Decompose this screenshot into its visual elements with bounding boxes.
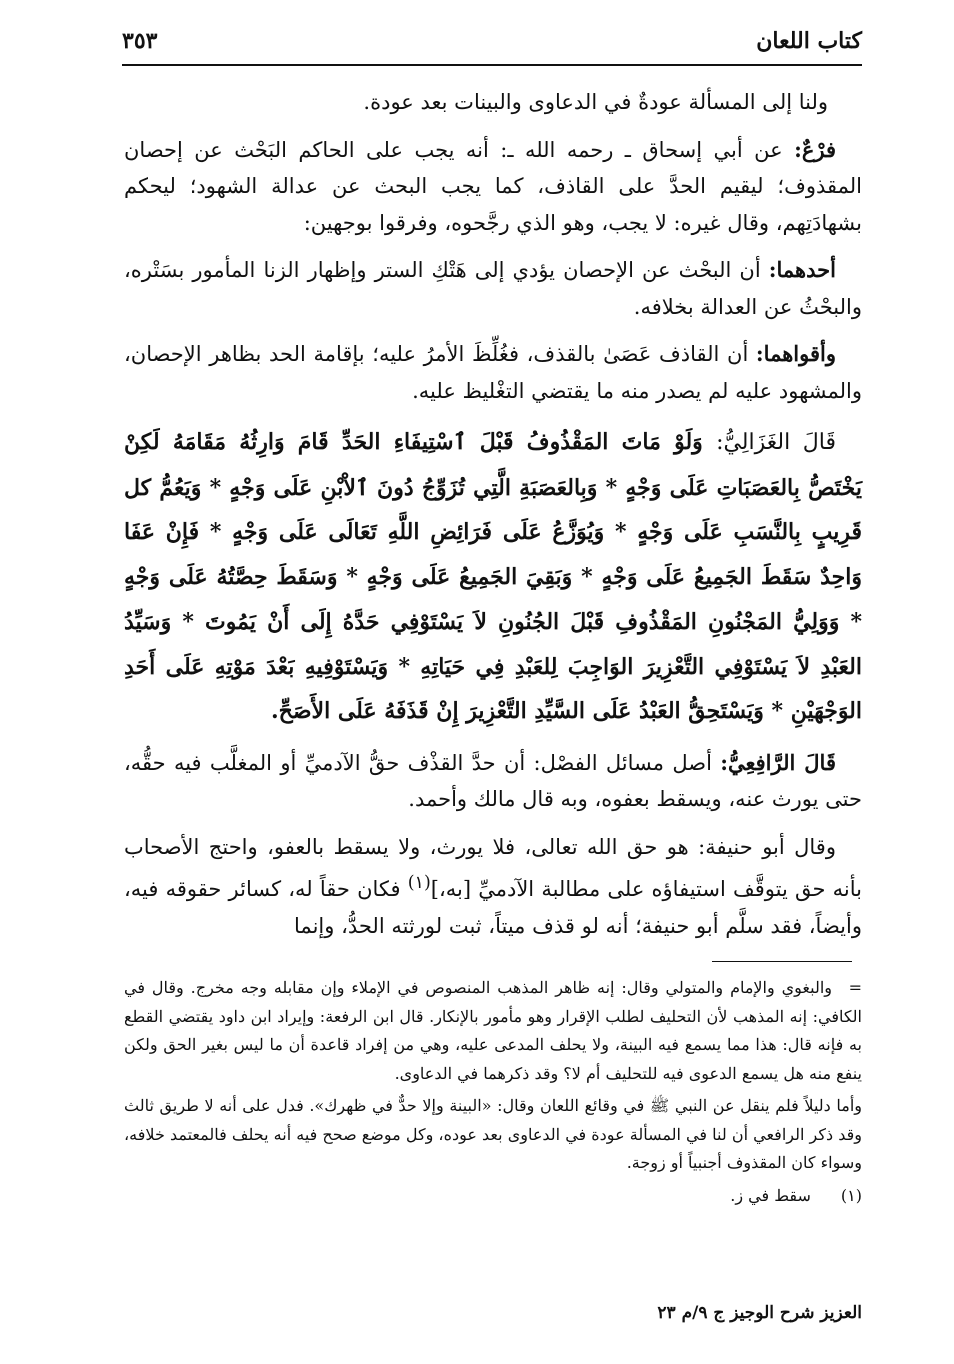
main-text bbox=[124, 84, 862, 955]
footnote-continued-1 bbox=[124, 974, 862, 1088]
footnote-1 bbox=[124, 1182, 862, 1211]
page-number: ٣٥٣ bbox=[122, 28, 158, 54]
first-reason-text: أن البحْث عن الإحصان يؤدي إلى هَتْكِ الستر وإظهار الزنا المأمور بسَتْره، والبحْثُ عن العدالة بخلافه. bbox=[124, 258, 862, 319]
abu-hanifa-text-b: فكان حقاً له، كسائر حقوقه فيه، وأيضاً، فقد سلَّم أبو حنيفة؛ أنه لو قذف ميتاً، ثبت لورثته الحدُّ، وإنما bbox=[124, 877, 862, 938]
footnotes bbox=[124, 974, 862, 1214]
continuation-marker: = bbox=[848, 978, 862, 997]
footnote-continued-2 bbox=[124, 1092, 862, 1178]
footnote-1-number: (١) bbox=[840, 1185, 862, 1205]
rafii-heading: قَالَ الرَّافِعِيُّ: bbox=[720, 749, 836, 775]
ghazali-text: وَلَوْ مَاتَ المَقْذُوفُ قَبْلَ ٱسْتِيفَاءِ الحَدِّ قَامَ وَارِثُهُ مَقَامَهُ لَكِنْ يَخْتَصُّ بِالعَصَبَاتِ عَلَى وَجْهٍ * وَبِالعَصَبَةِ الَّتِي تُزَوِّجُ دُونَ ٱلاْبْنِ عَلَى وَجْهٍ * وَيَعُمُّ كل قَرِيبٍ بِالنَّسَبِ عَلَى وَجْهٍ * وَيُوَزَّعُ عَلَى فَرَائِضِ اللَّهِ تَعَالَى عَلَى وَجْهٍ * فَإِنْ عَفَا وَاحِدٌ سَقَطَ الجَمِيعُ عَلَى وَجْهٍ * وَبَقِيَ الجَمِيعُ عَلَى وَجْهٍ * وَسَقَطَ حِصَّتُهُ عَلَى وَجْهٍ * وَوَلِيُّ المَجْنُونِ المَقْذُوفِ قَبْلَ الجُنُونِ لاَ يَسْتَوْفِي حَدَّهُ إِلَى أَنْ يَمُوتَ * وَسَيِّدُ العَبْدِ لاَ يَسْتَوْفِي التَّعْزِيرَ الوَاجِبَ لِلعَبْدِ فِي حَيَاتِهِ * وَيَسْتَوْفِيهِ بَعْدَ مَوْتِهِ عَلَى أَحَدِ الوَجْهَيْنِ * وَيَسْتَحِقُّ العَبْدُ عَلَى السَّيِّدِ التَّعْزِيرَ إِنْ قَذَفَهُ عَلَى الأَصَحِّ. bbox=[124, 429, 862, 725]
footnote-ref-1: (١) bbox=[407, 873, 431, 894]
paragraph-first-reason bbox=[124, 252, 862, 325]
paragraph-1: ولنا إلى المسألة عودةٌ في الدعاوى والبينات بعد عودة. bbox=[363, 90, 828, 114]
stronger-reason-text: أن القاذف عَصَىٰ بالقذف، فغُلِّظَ الأمرُ عليه؛ بإقامة الحد بظاهر الإحصان، والمشهود عليه لم يصدر منه ما يقتضي التغْليظ عليه. bbox=[124, 342, 862, 403]
stronger-reason-heading: وأقواهما: bbox=[755, 341, 836, 366]
paragraph-stronger-reason bbox=[124, 336, 862, 409]
footnote-continued-2-text: وأما دليلاً فلم ينقل عن النبي ﷺ في وقائع اللعان وقال: «البينة وإلا حدٌّ في ظهرك». فدل على أنه لا طريق ثالث وقد ذكر الرافعي أن لنا في المسألة عودة في الدعاوى بعد عوده، وكل موضع صحح فيه أنه يحلف فالمعتمد خلافه، وسواء كان المقذوف أجنبياً أو زوجة. bbox=[124, 1096, 862, 1172]
footnote-continued-1-text: والبغوي والإمام والمتولي وقال: إنه ظاهر المذهب المنصوص في الإملاء وإن مقابله وجه مخرج. وقال في الكافي: إنه المذهب لأن التحليف لطلب الإقرار وهو مأمور بالإنكار. قال ابن الرفعة: وإيراد ابن داود يقتضي القطع به فإنه قال: هذا مما يسمع فيه البينة، ولا يحلف المدعى عليه، وهي من إفراد قاعدة أن ما ليس بغير الحق ولكن ينفع منه هل يسمع الدعوى فيه للتحليف أم لا؟ وقد ذكرهما في الدعاوى. bbox=[124, 978, 862, 1083]
rafii-text: أصل مسائل الفصْل: أن حدَّ القذْف حقُّ الآدميِّ أو المغلَّب فيه حقُّه، حتى يورث عنه، ويسقط بعفوه، وبه قال مالك وأحمد. bbox=[124, 750, 862, 812]
paragraph-ghazali bbox=[124, 420, 862, 734]
footnote-rule bbox=[712, 961, 852, 962]
abu-hanifa-text-a: وقال أبو حنيفة: هو حق الله تعالى، فلا يورث، ولا يسقط بالعفو، واحتج الأصحاب بأنه حق يتوقَّف استيفاؤه على مطالبة الآدميِّ [به،] bbox=[124, 834, 863, 902]
far-heading: فرْعٌ: bbox=[794, 136, 837, 162]
running-header-title: كتاب اللعان bbox=[756, 28, 862, 54]
signature-line: العزيز شرح الوجيز ج ٩/م ٢٣ bbox=[657, 1303, 862, 1323]
paragraph-far bbox=[124, 132, 862, 242]
footnote-1-text: سقط في ز. bbox=[730, 1185, 811, 1205]
far-text: عن أبي إسحاق ـ رحمه الله ـ: أنه يجب على الحاكم البَحْث عن إحصان المقذوف؛ ليقيم الحدَّ على القاذف، كما يجب البحث عن عدالة الشهود؛ ليحكم بشهادَتِهم، وقال غيره: لا يجب، وهو الذي رجَّحوه، وفرقوا بوجهين: bbox=[124, 137, 862, 235]
paragraph-abu-hanifa bbox=[124, 829, 862, 945]
ghazali-heading: قَالَ الغَزَالِيُّ: bbox=[716, 430, 836, 455]
header-rule bbox=[122, 64, 862, 66]
first-reason-heading: أحدهما: bbox=[768, 257, 836, 282]
paragraph-rafii bbox=[124, 745, 862, 818]
